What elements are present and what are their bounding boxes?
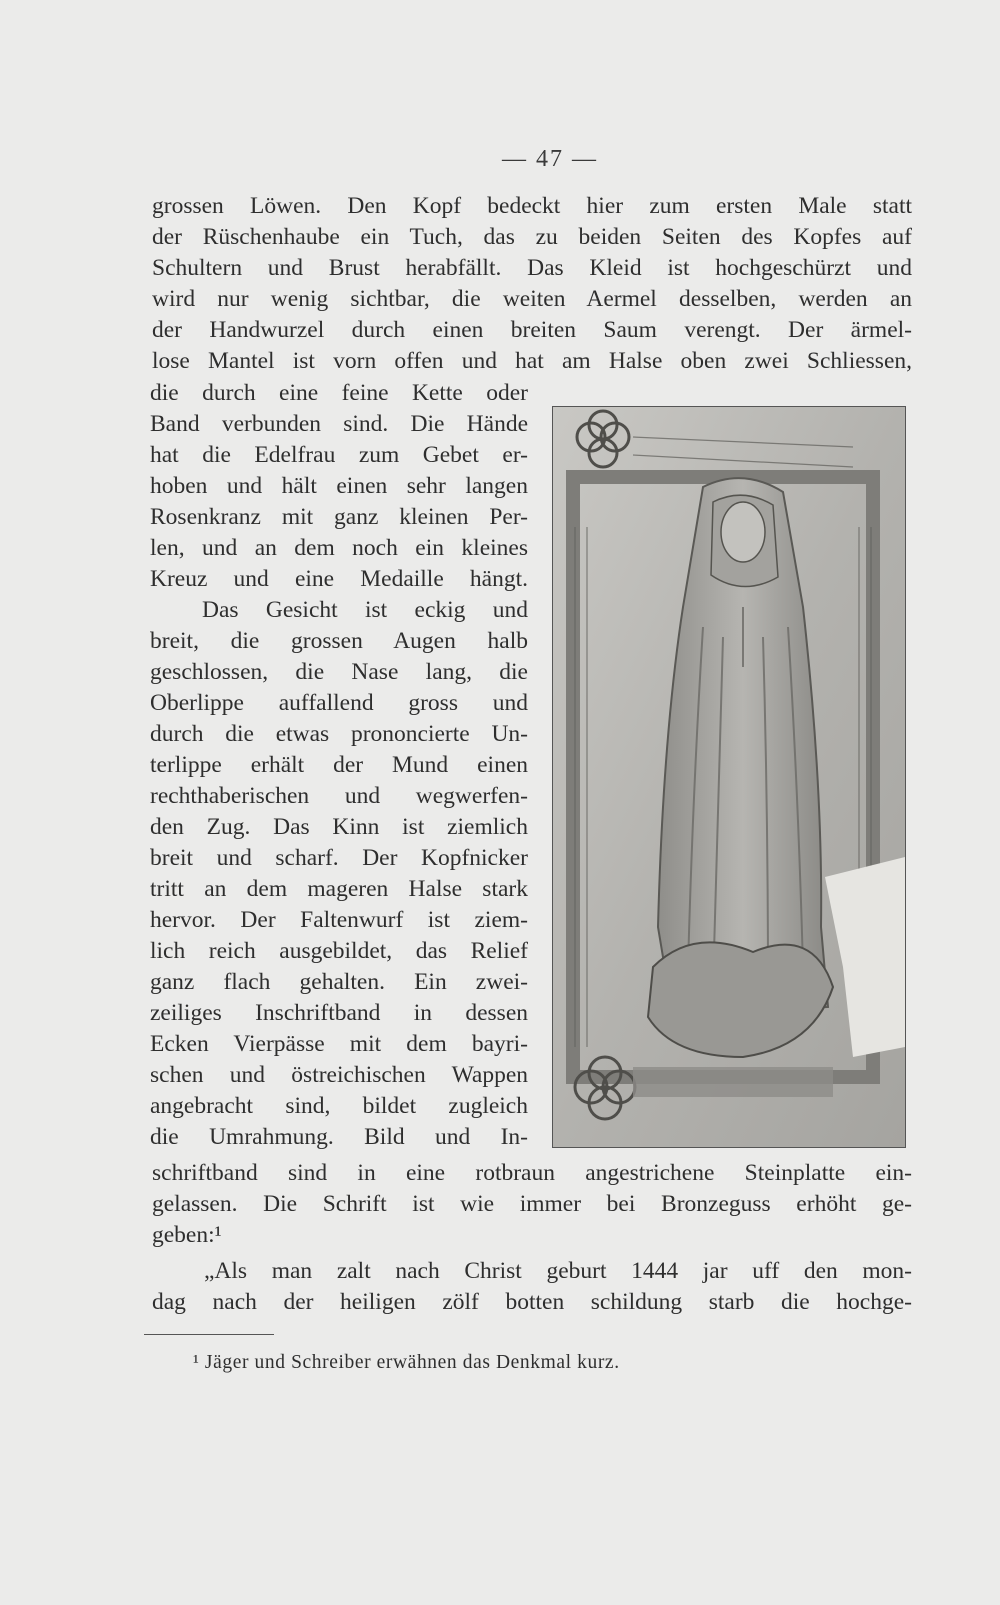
text-line: Das Gesicht ist eckig und: [202, 597, 528, 623]
text-line: hervor. Der Faltenwurf ist ziem-: [150, 907, 528, 933]
text-line: Schultern und Brust herabfällt. Das Kleid ist hochgeschürzt und: [152, 255, 912, 281]
text-line: rechthaberischen und wegwerfen-: [150, 783, 528, 809]
text-line: geben:¹: [152, 1222, 222, 1248]
text-line: Rosenkranz mit ganz kleinen Per-: [150, 504, 528, 530]
page-number: — 47 —: [502, 146, 598, 172]
text-line: wird nur wenig sichtbar, die weiten Aermel desselben, werden an: [152, 286, 912, 312]
text-line: breit und scharf. Der Kopfnicker: [150, 845, 528, 871]
text-line: tritt an dem mageren Halse stark: [150, 876, 528, 902]
text-line: zeiliges Inschriftband in dessen: [150, 1000, 528, 1026]
text-line: Kreuz und eine Medaille hängt.: [150, 566, 528, 592]
text-line: schriftband sind in eine rotbraun angestrichene Steinplatte ein-: [152, 1160, 912, 1186]
text-line: der Rüschenhaube ein Tuch, das zu beiden Seiten des Kopfes auf: [152, 224, 912, 250]
text-line: terlippe erhält der Mund einen: [150, 752, 528, 778]
text-line: den Zug. Das Kinn ist ziemlich: [150, 814, 528, 840]
text-line: lich reich ausgebildet, das Relief: [150, 938, 528, 964]
text-line: gelassen. Die Schrift ist wie immer bei Bronzeguss erhöht ge-: [152, 1191, 912, 1217]
footnote-rule: [144, 1334, 274, 1335]
text-line: ganz flach gehalten. Ein zwei-: [150, 969, 528, 995]
text-line: schen und östreichischen Wappen: [150, 1062, 528, 1088]
text-line: Oberlippe auffallend gross und: [150, 690, 528, 716]
text-line: „Als man zalt nach Christ geburt 1444 jar uff den mon-: [204, 1258, 912, 1284]
text-line: grossen Löwen. Den Kopf bedeckt hier zum ersten Male statt: [152, 193, 912, 219]
text-line: die durch eine feine Kette oder: [150, 380, 528, 406]
text-line: lose Mantel ist vorn offen und hat am Halse oben zwei Schliessen,: [152, 348, 912, 374]
text-line: hoben und hält einen sehr langen: [150, 473, 528, 499]
tomb-relief-photo: [552, 406, 906, 1148]
text-line: len, und an dem noch ein kleines: [150, 535, 528, 561]
text-line: geschlossen, die Nase lang, die: [150, 659, 528, 685]
text-line: Ecken Vierpässe mit dem bayri-: [150, 1031, 528, 1057]
text-line: der Handwurzel durch einen breiten Saum verengt. Der ärmel-: [152, 317, 912, 343]
text-line: angebracht sind, bildet zugleich: [150, 1093, 528, 1119]
footnote: ¹ Jäger und Schreiber erwähnen das Denkmal kurz.: [193, 1352, 620, 1373]
text-line: die Umrahmung. Bild und In-: [150, 1124, 528, 1150]
text-line: hat die Edelfrau zum Gebet er-: [150, 442, 528, 468]
text-line: breit, die grossen Augen halb: [150, 628, 528, 654]
text-line: durch die etwas prononcierte Un-: [150, 721, 528, 747]
text-line: dag nach der heiligen zölf botten schildung starb die hochge-: [152, 1289, 912, 1315]
text-line: Band verbunden sind. Die Hände: [150, 411, 528, 437]
